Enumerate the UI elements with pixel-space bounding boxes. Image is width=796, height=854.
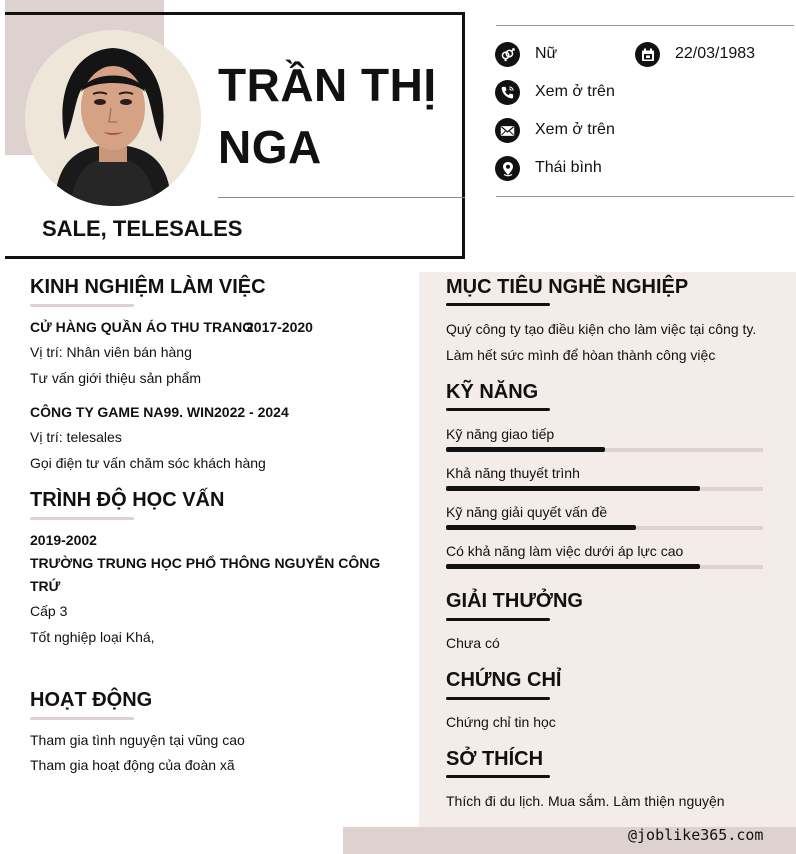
awards-text: Chưa có: [446, 635, 500, 651]
education-period: 2019-2002: [30, 532, 97, 548]
certificates-text: Chứng chỉ tin học: [446, 714, 556, 730]
phone-value: Xem ở trên: [535, 83, 615, 100]
skills-title: KỸ NĂNG: [446, 381, 539, 403]
activities-underline: [30, 717, 134, 720]
calendar-icon: [635, 42, 660, 67]
activity-item-2: Tham gia hoạt động của đoàn xã: [30, 757, 235, 773]
education-level: Cấp 3: [30, 603, 68, 619]
skill-name-3: Kỹ năng giải quyết vấn đề: [446, 504, 608, 520]
education-title: TRÌNH ĐỘ HỌC VẤN: [30, 489, 225, 511]
awards-underline: [446, 618, 550, 621]
skill-bar-fill-1: [446, 447, 605, 452]
skills-underline: [446, 408, 550, 411]
skill-bar-fill-3: [446, 525, 636, 530]
objective-line-1: Quý công ty tạo điều kiện cho làm việc tại công ty.: [446, 321, 757, 337]
awards-title: GIẢI THƯỞNG: [446, 590, 583, 612]
certificates-title: CHỨNG CHỈ: [446, 669, 562, 691]
skill-bar-fill-2: [446, 486, 700, 491]
contact-divider-bottom: [496, 196, 794, 197]
email-value: Xem ở trên: [535, 121, 615, 138]
experience-position-2: Vị trí: telesales: [30, 429, 122, 445]
experience-description-2: Gọi điện tư vấn chăm sóc khách hàng: [30, 455, 266, 471]
contact-divider-top: [496, 25, 794, 26]
experience-company-1: CỬ HÀNG QUẦN ÁO THU TRANG: [30, 319, 254, 335]
objective-underline: [446, 303, 550, 306]
hobbies-underline: [446, 775, 550, 778]
avatar: [25, 30, 201, 206]
skill-name-1: Kỹ năng giao tiếp: [446, 426, 555, 442]
education-result: Tốt nghiệp loại Khá,: [30, 629, 155, 645]
phone-icon: [495, 80, 520, 105]
gender-icon: [495, 42, 520, 67]
name-line-2: NGA: [218, 121, 322, 173]
experience-company-2: CÔNG TY GAME NA99. WIN: [30, 404, 215, 420]
skill-bar-2: [446, 487, 763, 491]
experience-title: KINH NGHIỆM LÀM VIỆC: [30, 276, 266, 298]
experience-description-1: Tư vấn giới thiệu sản phẩm: [30, 370, 202, 386]
job-title: SALE, TELESALES: [42, 216, 243, 241]
education-underline: [30, 517, 134, 520]
gender-value: Nữ: [535, 45, 558, 62]
activities-title: HOẠT ĐỘNG: [30, 689, 153, 711]
skill-bar-1: [446, 448, 763, 452]
experience-position-1: Vị trí: Nhân viên bán hàng: [30, 344, 192, 360]
objective-title: MỤC TIÊU NGHỀ NGHIỆP: [446, 276, 689, 298]
footer-watermark: @joblike365.com: [628, 826, 764, 844]
experience-period-2: 2022 - 2024: [214, 404, 289, 420]
name-line-1: TRẦN THỊ: [218, 59, 437, 111]
birthday-value: 22/03/1983: [675, 45, 756, 62]
objective-line-2: Làm hết sức mình để hòan thành công việc: [446, 347, 716, 363]
certificates-underline: [446, 697, 550, 700]
full-name: [218, 54, 458, 178]
activity-item-1: Tham gia tình nguyện tại vũng cao: [30, 732, 245, 748]
skill-bar-4: [446, 565, 763, 569]
skill-bar-fill-4: [446, 564, 700, 569]
education-school-line-1: TRƯỜNG TRUNG HỌC PHỔ THÔNG NGUYỄN CÔNG: [30, 555, 381, 571]
skill-name-4: Có khả năng làm việc dưới áp lực cao: [446, 543, 684, 559]
location-icon: [495, 156, 520, 181]
skill-bar-3: [446, 526, 763, 530]
skill-name-2: Khả năng thuyết trình: [446, 465, 580, 481]
education-school-line-2: TRỨ: [30, 578, 61, 594]
experience-period-1: 2017-2020: [246, 319, 313, 335]
hobbies-title: SỞ THÍCH: [446, 748, 544, 770]
experience-underline: [30, 304, 134, 307]
hobbies-text: Thích đi du lịch. Mua sắm. Làm thiện nguyện: [446, 793, 725, 809]
name-divider: [218, 197, 465, 198]
address-value: Thái bình: [535, 159, 602, 176]
email-icon: [495, 118, 520, 143]
